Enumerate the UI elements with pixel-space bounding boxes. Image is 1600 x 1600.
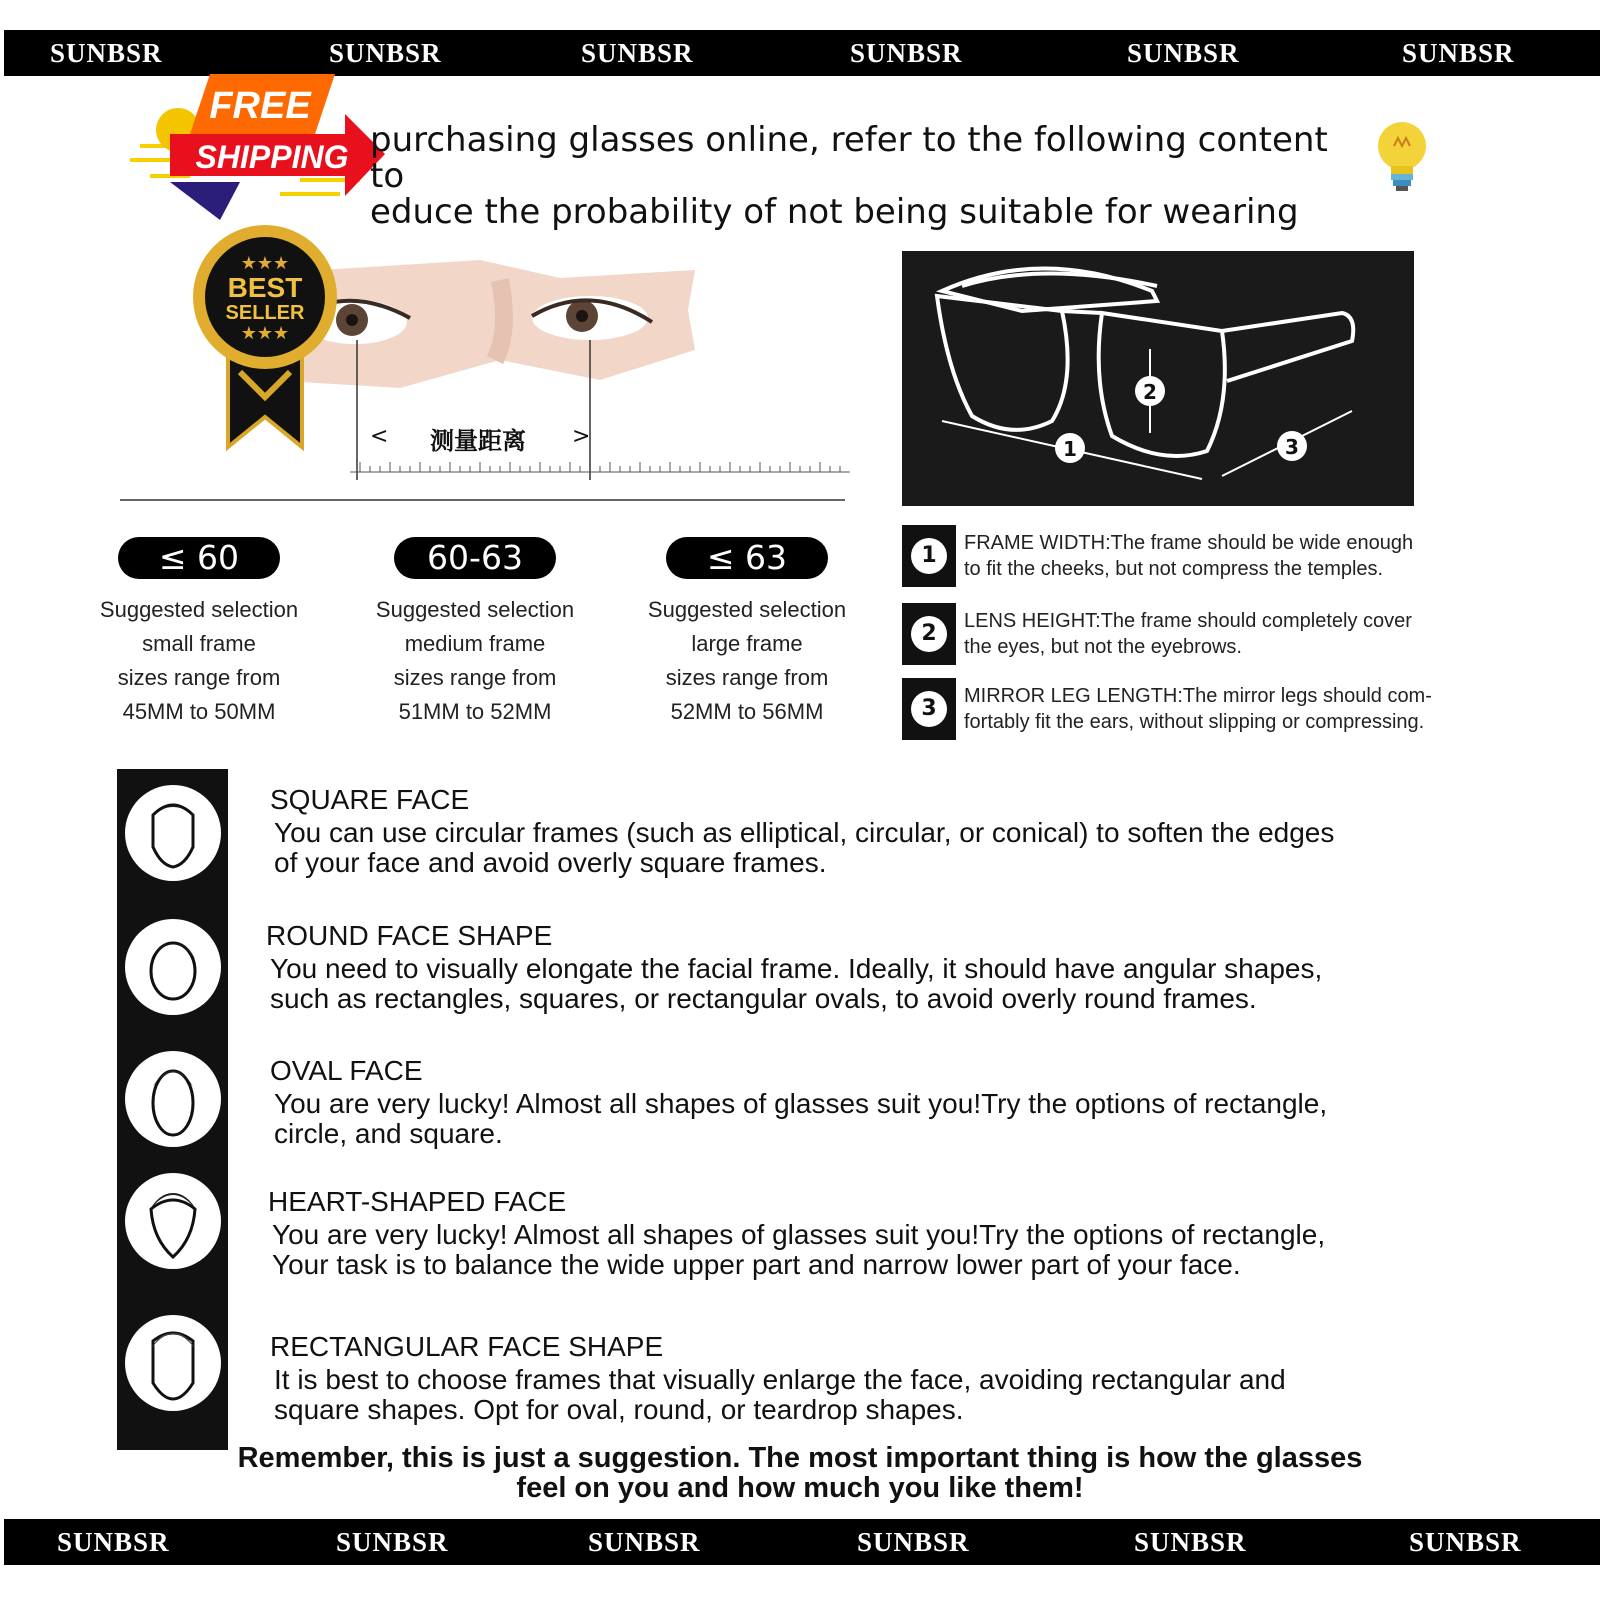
size-text-line: sizes range from [117,665,281,690]
size-range-pill: ≤ 63 [666,537,828,579]
size-text-line: Suggested selection [375,597,575,622]
brand-logo: SUNBSR [1127,37,1240,68]
svg-text:★★★: ★★★ [240,253,290,274]
face-description: You are very lucky! Almost all shapes of glasses suit you!Try the options of rectangle, [272,1219,1326,1250]
tip-line: LENS HEIGHT:The frame should completely cover [964,610,1412,632]
tip-mirror-leg [902,678,1502,740]
face-tip-round [266,920,1446,1014]
face-description: It is best to choose frames that visually enlarge the face, avoiding rectangular and [274,1364,1286,1395]
tip-number-badge [902,525,956,587]
size-text-line: Suggested selection [647,597,847,622]
tip-number-badge [902,603,956,665]
bottom-brand-bar [4,1519,1600,1565]
face-shape-icon-column [117,769,228,1450]
size-text-line: large frame [691,631,803,656]
tip-line: MIRROR LEG LENGTH:The mirror legs should com- [964,685,1432,707]
rectangular-face-icon [125,1315,221,1411]
glasses-frame-diagram [902,251,1414,506]
frame-marker: 2 [1143,380,1157,404]
brand-logo: SUNBSR [336,1526,449,1557]
footer-note-line: feel on you and how much you like them! [516,1472,1084,1504]
face-description: Your task is to balance the wide upper part and narrow lower part of your face. [272,1249,1241,1280]
best-seller-line1: BEST [227,272,303,303]
free-shipping-badge [130,74,390,224]
brand-logo: SUNBSR [857,1526,970,1557]
size-text-line: medium frame [404,631,546,656]
footer-note [230,1443,1370,1503]
face-title: OVAL FACE [270,1055,423,1086]
tip-frame-width [902,525,1502,587]
heart-shaped-face-icon [125,1173,221,1269]
face-description: of your face and avoid overly square frames. [274,847,827,878]
top-brand-bar [4,30,1600,76]
size-text-line: 52MM to 56MM [670,699,824,724]
brand-logo: SUNBSR [57,1526,170,1557]
size-option-large [632,537,862,729]
face-title: SQUARE FACE [270,784,470,815]
size-text-line: 45MM to 50MM [122,699,276,724]
tip-number-badge [902,678,956,740]
face-title: RECTANGULAR FACE SHAPE [270,1331,664,1362]
intro-line-2: educe the probability of not being suitable for wearing [370,192,1299,232]
face-description: You are very lucky! Almost all shapes of glasses suit you!Try the options of rectangle, [274,1088,1328,1119]
face-title: HEART-SHAPED FACE [268,1186,567,1217]
footer-note-line: Remember, this is just a suggestion. The most important thing is how the glasses [237,1442,1363,1474]
face-tip-rectangular [270,1331,1450,1425]
size-range-pill: 60-63 [394,537,556,579]
face-tip-oval [270,1055,1450,1149]
face-description: circle, and square. [274,1118,503,1149]
face-tip-heart [268,1186,1448,1280]
face-title: ROUND FACE SHAPE [266,920,553,951]
brand-logo: SUNBSR [50,37,163,68]
svg-text:★★★: ★★★ [240,323,290,344]
face-description: You can use circular frames (such as elliptical, circular, or conical) to soften the edges [274,817,1335,848]
tip-line: the eyes, but not the eyebrows. [964,636,1242,658]
lightbulb-icon [1376,120,1428,198]
size-text-line: Suggested selection [99,597,299,622]
tip-number: 2 [911,616,947,652]
ruler-label: 测量距离 [430,427,526,455]
size-option-small [84,537,314,729]
size-option-medium [360,537,590,729]
intro-line-1: purchasing glasses online, refer to the following content to [370,120,1328,196]
shipping-label: SHIPPING [195,139,349,175]
frame-marker: 1 [1063,437,1077,461]
free-label: FREE [209,85,311,127]
oval-face-icon [125,1051,221,1147]
round-face-icon [125,919,221,1015]
brand-logo: SUNBSR [850,37,963,68]
brand-logo: SUNBSR [581,37,694,68]
square-face-icon [125,785,221,881]
brand-logo: SUNBSR [329,37,442,68]
best-seller-line2: SELLER [225,302,305,324]
size-text-line: sizes range from [665,665,829,690]
tip-line: fortably fit the ears, without slipping or compressing. [964,711,1425,733]
tip-number: 1 [911,538,947,574]
face-description: such as rectangles, squares, or rectangular ovals, to avoid overly round frames. [270,983,1257,1014]
tip-line: to fit the cheeks, but not compress the temples. [964,558,1384,580]
tip-number: 3 [911,691,947,727]
intro-text [370,122,1350,230]
face-description: You need to visually elongate the facial frame. Ideally, it should have angular shapes, [270,953,1323,984]
face-tip-square [270,784,1450,878]
ruler-left-arrow: < [370,424,389,449]
size-range-pill: ≤ 60 [118,537,280,579]
ruler-right-arrow: > [572,424,591,449]
size-text-line: sizes range from [393,665,557,690]
size-text-line: 51MM to 52MM [398,699,552,724]
brand-logo: SUNBSR [1134,1526,1247,1557]
best-seller-badge [190,222,340,457]
size-text-line: small frame [142,631,256,656]
brand-logo: SUNBSR [1409,1526,1522,1557]
face-description: square shapes. Opt for oval, round, or teardrop shapes. [274,1394,964,1425]
brand-logo: SUNBSR [588,1526,701,1557]
frame-marker: 3 [1285,435,1299,459]
tip-line: FRAME WIDTH:The frame should be wide enough [964,532,1414,554]
tip-lens-height [902,603,1502,665]
brand-logo: SUNBSR [1402,37,1515,68]
